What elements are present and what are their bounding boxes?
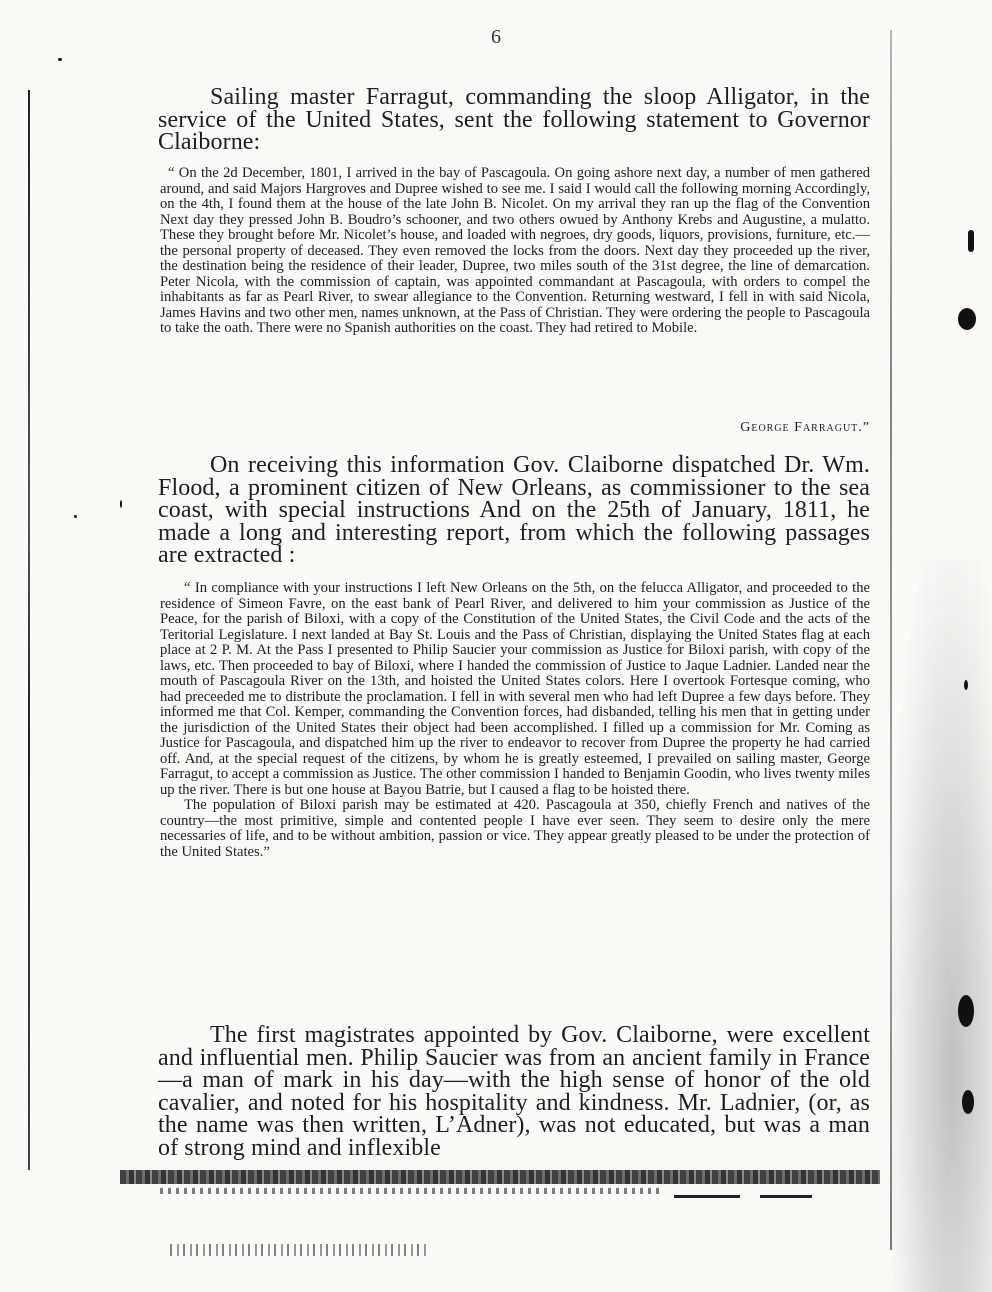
farragut-signature: George Farragut.”	[740, 420, 870, 435]
magistrates-paragraph: The first magistrates appointed by Gov. Claiborne, were excellent and influential men. Philip Saucier was from an ancient family in France—a man of mark in his day—with the high sense of honor of the old cavalier, and noted for his hospitality and kindness. Mr. Ladnier, (or, as the name was then written, L’Adner), was not educated, but was a man of strong mind and inflexible	[158, 1022, 870, 1161]
flood-quote-part-1: “ In compliance with your instructions I left New Orleans on the 5th, on the felucca Alligator, and proceeded to the residence of Simeon Favre, on the east bank of Pearl River, and delivered to him your commission as Justice of the Peace, for the parish of Biloxi, with a copy of the Constitution of the United States, the Civil Code and the acts of the Teritorial Legislature. I next landed at Bay St. Louis and the Pass of Christian, displaying the United States flag at each place at 2 P. M. At the Pass I presented to Philip Saucier your commission as Justice for Biloxi parish, with copy of the laws, etc. Then proceeded to bay of Biloxi, where I handed the commission of Justice to Jaque Ladnier. Landed near the mouth of Pascagoula River on the 13th, and hoisted the United States colors. Here I overtook Fortesque coming, who had preceeded me to distribute the proclamation. I fell in with several men who had left Dupree a few days before. They informed me that Col. Kemper, commanding the Convention forces, had disbanded, telling his men that in getting under the jurisdiction of the United States their object had been accomplished. I filled up a commission for Mr. Coming as Justice for Pascagoula, and dispatched him up the river to endeavor to recover from Dupree the property he had carried off. And, at the special request of the citizens, by whom he is greatly esteemed, I prevailed on sailing master, George Farragut, to accept a commission as Justice. The other commission I handed to Benjamin Goodin, who lives twenty miles up the river. There is but one house at Bayou Batrie, but I caused a flag to be hoisted there.	[160, 580, 870, 798]
scan-speck	[958, 308, 976, 330]
scan-speck	[74, 515, 77, 518]
left-margin-rule	[28, 90, 30, 1170]
flood-quote-part-2: The population of Biloxi parish may be estimated at 420. Pascagoula at 350, chiefly French and natives of the country—the most primitive, simple and contented people I have ever seen. They seem to desire only the mere necessaries of life, and to be without ambition, passion or vice. They appear greatly pleased to be under the protection of the United States.”	[160, 797, 870, 860]
scan-speck	[962, 1090, 974, 1114]
scan-noise-band	[160, 1188, 660, 1194]
scan-dash	[674, 1195, 740, 1198]
scan-noise-band	[120, 1170, 880, 1184]
flood-intro-paragraph: On receiving this information Gov. Claiborne dispatched Dr. Wm. Flood, a prominent citizen of New Orleans, as commissioner to the sea coast, with special instructions And on the 25th of January, 1811, he made a long and interesting report, from which the following passages are extracted :	[158, 452, 870, 568]
scan-noise-band	[170, 1244, 430, 1256]
scan-speck	[58, 58, 62, 61]
page-number: 6	[491, 26, 501, 48]
scan-speck	[968, 230, 974, 252]
scan-speck	[958, 995, 974, 1027]
intro-paragraph: Sailing master Farragut, commanding the sloop Alligator, in the service of the United States, sent the following statement to Governor Claiborne:	[158, 84, 870, 155]
farragut-quote	[160, 166, 870, 337]
scan-shadow	[892, 560, 992, 1292]
scan-speck	[120, 500, 122, 508]
scan-dash	[760, 1195, 812, 1198]
farragut-quote-text: “ On the 2d December, 1801, I arrived in the bay of Pascagoula. On going ashore next day, a number of men gathered around, and said Majors Hargroves and Dupree wished to see me. I said I would call the following morning Accordingly, on the 4th, I found them at the house of the late John B. Nicolet. On my arrival they ran up the flag of the Convention Next day they pressed John B. Boudro’s schooner, and two others owued by Anthony Krebs and Augustine, a mulatto. These they brought before Mr. Nicolet’s house, and loaded with negroes, dry goods, liquors, provisions, furniture, etc.—the personal property of deceased. They even removed the locks from the doors. Next day they proceeded up the river, the destination being the residence of their leader, Dupree, two miles south of the 31st degree, the line of demarcation. Peter Nicola, with the commission of captain, was appointed commandant at Pascagoula, with orders to compel the inhabitants as far as Pearl River, to swear allegiance to the Convention. Returning westward, I fell in with said Nicola, James Havins and two other men, names unknown, at the Pass of Christian. They were ordering the people to Pascagoula to take the oath. There were no Spanish authorities on the coast. They had retired to Mobile.	[160, 165, 870, 336]
flood-quote	[160, 581, 870, 860]
scan-speck	[964, 680, 968, 690]
